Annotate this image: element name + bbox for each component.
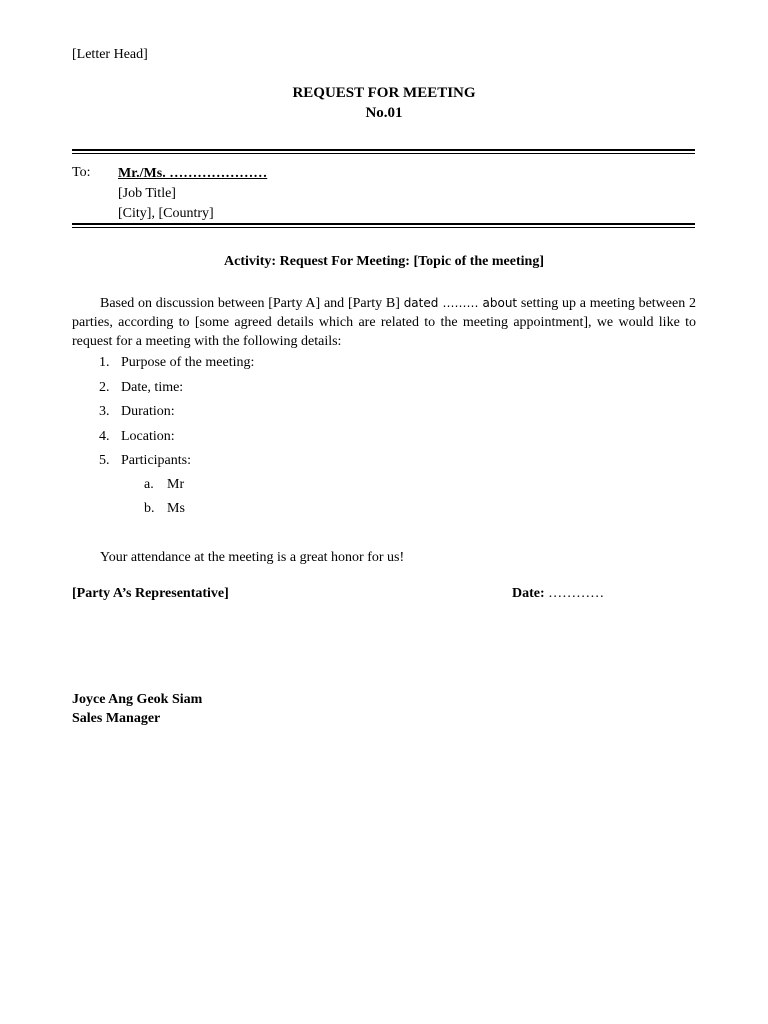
participant-text: Ms [167, 501, 185, 516]
list-number: 2. [99, 379, 110, 395]
recipient-location: [City], [Country] [118, 206, 214, 221]
body-paragraph [72, 294, 696, 351]
closing-line: Your attendance at the meeting is a great honor for us! [100, 550, 405, 565]
list-text: Purpose of the meeting: [121, 355, 255, 370]
letter-page [72, 0, 696, 1024]
list-text: Duration: [121, 404, 175, 419]
recipient-job-title: [Job Title] [118, 186, 176, 201]
list-number: 5. [99, 453, 110, 468]
list-text: Location: [121, 428, 175, 444]
representative-label: [Party A’s Representative] [72, 586, 229, 601]
list-item [99, 354, 254, 379]
participant-item [144, 500, 185, 524]
date-value: ………… [548, 586, 605, 601]
list-number: 4. [99, 428, 110, 444]
list-text: Date, time: [121, 379, 184, 395]
letter-head: [Letter Head] [72, 47, 148, 62]
activity-heading: Activity: Request For Meeting: [Topic of the meeting] [224, 254, 544, 269]
bottom-divider [72, 223, 695, 228]
top-divider [72, 149, 695, 154]
participant-item [144, 476, 185, 500]
title-line: REQUEST FOR MEETING [292, 85, 476, 101]
list-number: 3. [99, 404, 110, 419]
participant-text: Mr [167, 477, 185, 492]
recipient-details [118, 164, 267, 224]
date-label: Date: [512, 586, 545, 601]
participant-letter: b. [144, 501, 155, 516]
list-number: 1. [99, 355, 110, 370]
participant-letter: a. [144, 477, 154, 492]
list-item [99, 452, 254, 477]
document-number: No.01 [365, 105, 403, 121]
signatory-position: Sales Manager [72, 711, 161, 726]
body-text-end: setting up a meeting between 2 parties, according to [some agreed details which are related to the meeting appointment], we would like to request for a meeting with the following details: [72, 296, 696, 349]
recipient-name: Mr./Ms. ………………… [118, 166, 268, 181]
document-title [72, 83, 696, 123]
body-text-start: Based on discussion between [Party A] and [Party B] [100, 296, 404, 311]
list-item [99, 403, 254, 428]
participants-list [144, 476, 185, 524]
dated-placeholder: dated ……… about [403, 296, 518, 310]
list-text: Participants: [121, 453, 191, 468]
recipient-label: To: [72, 165, 91, 180]
details-list [99, 354, 254, 477]
signatory-name: Joyce Ang Geok Siam [72, 692, 203, 707]
list-item [99, 428, 254, 453]
date-field [512, 585, 604, 604]
list-item [99, 379, 254, 404]
